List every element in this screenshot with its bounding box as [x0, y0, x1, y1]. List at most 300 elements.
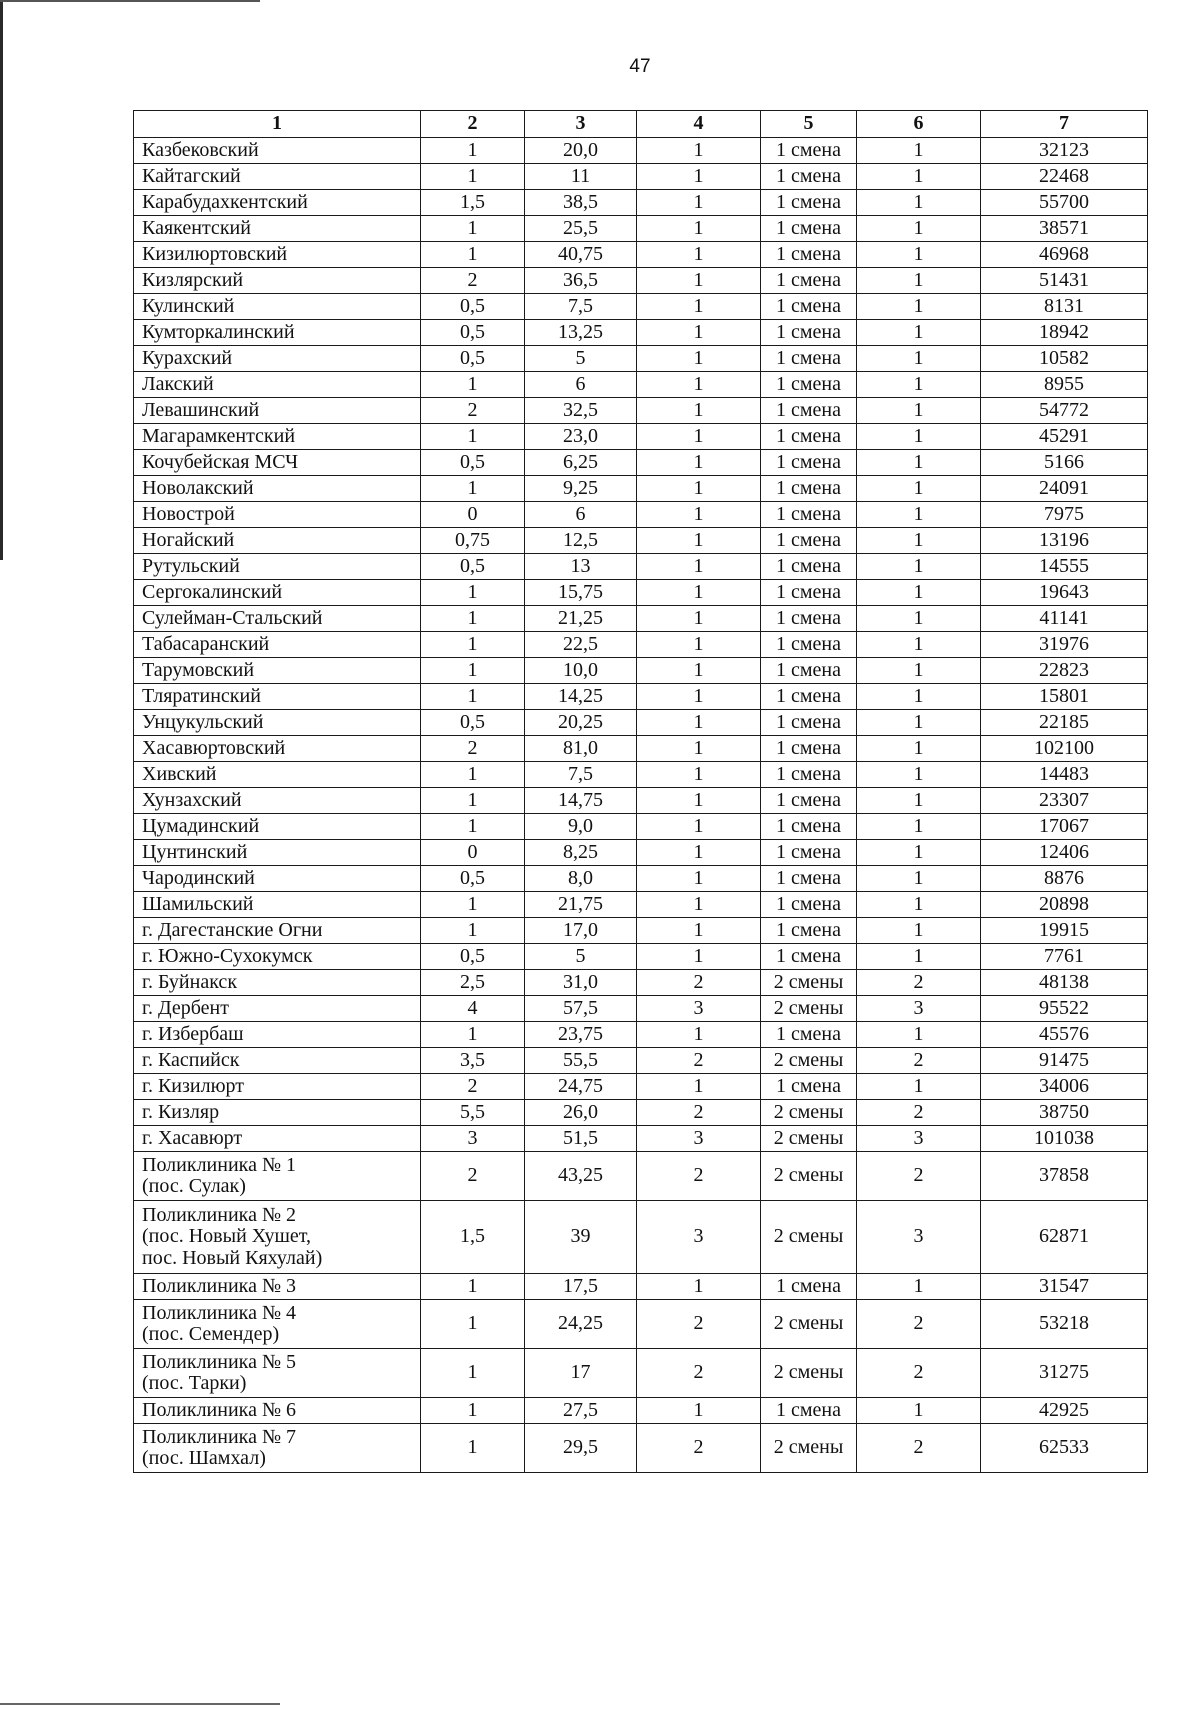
table-cell: 13196: [981, 528, 1148, 554]
row-label-cell: Кулинский: [134, 294, 421, 320]
table-cell: 11: [525, 164, 637, 190]
table-cell: 1: [421, 684, 525, 710]
table-cell: 1: [637, 580, 761, 606]
table-row: [134, 476, 1148, 502]
table-cell: 2: [857, 970, 981, 996]
table-cell: 2: [421, 736, 525, 762]
row-label-cell: Новолакский: [134, 476, 421, 502]
table-cell: 1: [637, 892, 761, 918]
table-cell: 2: [857, 1349, 981, 1398]
table-cell: 57,5: [525, 996, 637, 1022]
table-cell: 8955: [981, 372, 1148, 398]
table-cell: 15801: [981, 684, 1148, 710]
table-cell: 1: [857, 788, 981, 814]
table-cell: 31547: [981, 1274, 1148, 1300]
table-cell: 1: [421, 372, 525, 398]
table-cell: 1: [637, 164, 761, 190]
row-label-cell: Новострой: [134, 502, 421, 528]
row-label-cell: г. Избербаш: [134, 1022, 421, 1048]
table-cell: 1: [857, 1398, 981, 1424]
table-cell: 2 смены: [761, 1300, 857, 1349]
table-cell: 1: [857, 684, 981, 710]
table-cell: 1: [857, 424, 981, 450]
table-cell: 2: [637, 1349, 761, 1398]
table-cell: 17: [525, 1349, 637, 1398]
table-cell: 2: [421, 268, 525, 294]
table-cell: 1: [421, 424, 525, 450]
table-cell: 1: [637, 736, 761, 762]
column-header: 4: [637, 111, 761, 138]
table-cell: 1 смена: [761, 372, 857, 398]
table-cell: 23307: [981, 788, 1148, 814]
data-table: [133, 110, 1148, 1473]
table-row: [134, 268, 1148, 294]
table-cell: 54772: [981, 398, 1148, 424]
table-cell: 53218: [981, 1300, 1148, 1349]
table-cell: 1 смена: [761, 892, 857, 918]
table-cell: 10,0: [525, 658, 637, 684]
table-cell: 5,5: [421, 1100, 525, 1126]
table-cell: 14,25: [525, 684, 637, 710]
table-cell: 1: [421, 1424, 525, 1473]
table-cell: 1: [637, 840, 761, 866]
table-cell: 2 смены: [761, 1201, 857, 1274]
table-cell: 0: [421, 840, 525, 866]
table-cell: 62533: [981, 1424, 1148, 1473]
row-label-cell: Ногайский: [134, 528, 421, 554]
table-cell: 2,5: [421, 970, 525, 996]
table-cell: 2: [637, 1100, 761, 1126]
table-cell: 1: [857, 528, 981, 554]
table-row: [134, 1048, 1148, 1074]
table-cell: 40,75: [525, 242, 637, 268]
table-cell: 1 смена: [761, 632, 857, 658]
table-row: [134, 528, 1148, 554]
table-cell: 7,5: [525, 762, 637, 788]
table-row: [134, 944, 1148, 970]
table-cell: 2: [421, 1152, 525, 1201]
table-row: [134, 606, 1148, 632]
table-cell: 1 смена: [761, 554, 857, 580]
table-cell: 19643: [981, 580, 1148, 606]
row-label-cell: Шамильский: [134, 892, 421, 918]
table-cell: 9,25: [525, 476, 637, 502]
row-label-cell: г. Каспийск: [134, 1048, 421, 1074]
table-row: [134, 996, 1148, 1022]
table-cell: 1: [857, 918, 981, 944]
table-cell: 23,75: [525, 1022, 637, 1048]
table-cell: 8131: [981, 294, 1148, 320]
table-cell: 1: [857, 398, 981, 424]
table-cell: 43,25: [525, 1152, 637, 1201]
table-cell: 1: [637, 190, 761, 216]
table-cell: 1,5: [421, 1201, 525, 1274]
table-cell: 4: [421, 996, 525, 1022]
table-cell: 1 смена: [761, 1022, 857, 1048]
table-cell: 5: [525, 944, 637, 970]
table-cell: 2: [857, 1048, 981, 1074]
table-cell: 2 смены: [761, 1424, 857, 1473]
table-cell: 81,0: [525, 736, 637, 762]
table-cell: 1: [637, 320, 761, 346]
table-cell: 1 смена: [761, 268, 857, 294]
table-cell: 10582: [981, 346, 1148, 372]
table-cell: 1: [637, 710, 761, 736]
row-label-cell: г. Хасавюрт: [134, 1126, 421, 1152]
table-cell: 1: [857, 944, 981, 970]
table-cell: 6: [525, 372, 637, 398]
table-cell: 1: [421, 138, 525, 164]
table-cell: 1: [421, 164, 525, 190]
table-row: [134, 1022, 1148, 1048]
table-cell: 0,5: [421, 346, 525, 372]
table-cell: 14,75: [525, 788, 637, 814]
table-row: [134, 762, 1148, 788]
row-label-cell: Сулейман-Стальский: [134, 606, 421, 632]
table-cell: 17,0: [525, 918, 637, 944]
row-label-cell: Поликлиника № 5 (пос. Тарки): [134, 1349, 421, 1398]
table-cell: 2 смены: [761, 1048, 857, 1074]
table-cell: 1: [637, 528, 761, 554]
table-cell: 1 смена: [761, 762, 857, 788]
table-cell: 1: [857, 1074, 981, 1100]
table-cell: 25,5: [525, 216, 637, 242]
table-cell: 1: [637, 1022, 761, 1048]
table-cell: 1: [857, 840, 981, 866]
table-cell: 2: [637, 970, 761, 996]
table-cell: 1: [421, 788, 525, 814]
table-row: [134, 1398, 1148, 1424]
table-cell: 1: [637, 216, 761, 242]
table-cell: 1 смена: [761, 1398, 857, 1424]
table-cell: 24,25: [525, 1300, 637, 1349]
table-cell: 2: [857, 1152, 981, 1201]
table-cell: 1: [857, 736, 981, 762]
table-cell: 1: [421, 476, 525, 502]
table-cell: 1: [637, 944, 761, 970]
table-row: [134, 1126, 1148, 1152]
table-cell: 1: [857, 372, 981, 398]
table-cell: 3: [637, 1126, 761, 1152]
table-cell: 62871: [981, 1201, 1148, 1274]
row-label-cell: Унцукульский: [134, 710, 421, 736]
table-row: [134, 424, 1148, 450]
row-label-cell: Табасаранский: [134, 632, 421, 658]
table-cell: 7975: [981, 502, 1148, 528]
table-row: [134, 684, 1148, 710]
table-header-row: [134, 111, 1148, 138]
table-row: [134, 242, 1148, 268]
table-cell: 32123: [981, 138, 1148, 164]
table-cell: 1: [637, 606, 761, 632]
row-label-cell: Левашинский: [134, 398, 421, 424]
table-cell: 20898: [981, 892, 1148, 918]
table-cell: 1: [857, 658, 981, 684]
table-cell: 1: [857, 346, 981, 372]
table-row: [134, 658, 1148, 684]
table-cell: 1 смена: [761, 320, 857, 346]
table-cell: 1: [857, 866, 981, 892]
table-cell: 0,5: [421, 450, 525, 476]
table-cell: 39: [525, 1201, 637, 1274]
row-label-cell: Поликлиника № 4 (пос. Семендер): [134, 1300, 421, 1349]
column-header: 2: [421, 111, 525, 138]
table-cell: 15,75: [525, 580, 637, 606]
row-label-cell: Кумторкалинский: [134, 320, 421, 346]
table-cell: 1: [637, 476, 761, 502]
table-cell: 1: [421, 892, 525, 918]
table-cell: 2 смены: [761, 1349, 857, 1398]
table-cell: 1: [857, 476, 981, 502]
table-cell: 20,0: [525, 138, 637, 164]
table-cell: 7761: [981, 944, 1148, 970]
row-label-cell: г. Дербент: [134, 996, 421, 1022]
table-cell: 31976: [981, 632, 1148, 658]
table-cell: 1 смена: [761, 398, 857, 424]
table-cell: 1: [857, 580, 981, 606]
row-label-cell: Карабудахкентский: [134, 190, 421, 216]
table-cell: 1: [637, 814, 761, 840]
table-cell: 26,0: [525, 1100, 637, 1126]
table-cell: 1: [637, 502, 761, 528]
table-cell: 1: [421, 1398, 525, 1424]
table-cell: 1: [857, 606, 981, 632]
table-cell: 22468: [981, 164, 1148, 190]
row-label-cell: Курахский: [134, 346, 421, 372]
table-cell: 3: [637, 996, 761, 1022]
table-cell: 48138: [981, 970, 1148, 996]
table-cell: 1: [857, 502, 981, 528]
table-cell: 1 смена: [761, 1274, 857, 1300]
table-row: [134, 1100, 1148, 1126]
table-cell: 1: [421, 814, 525, 840]
table-cell: 0,5: [421, 710, 525, 736]
table-cell: 38750: [981, 1100, 1148, 1126]
row-label-cell: Хасавюртовский: [134, 736, 421, 762]
table-cell: 27,5: [525, 1398, 637, 1424]
table-cell: 55700: [981, 190, 1148, 216]
row-label-cell: Цумадинский: [134, 814, 421, 840]
table-row: [134, 970, 1148, 996]
table-cell: 1: [421, 1022, 525, 1048]
table-cell: 37858: [981, 1152, 1148, 1201]
table-cell: 0,5: [421, 320, 525, 346]
table-cell: 22185: [981, 710, 1148, 736]
row-label-cell: Поликлиника № 6: [134, 1398, 421, 1424]
table-row: [134, 450, 1148, 476]
row-label-cell: Хивский: [134, 762, 421, 788]
row-label-cell: Поликлиника № 7 (пос. Шамхал): [134, 1424, 421, 1473]
table-cell: 36,5: [525, 268, 637, 294]
row-label-cell: г. Буйнакск: [134, 970, 421, 996]
table-cell: 6: [525, 502, 637, 528]
row-label-cell: Лакский: [134, 372, 421, 398]
table-cell: 1 смена: [761, 502, 857, 528]
table-cell: 6,25: [525, 450, 637, 476]
row-label-cell: Кизилюртовский: [134, 242, 421, 268]
table-cell: 1: [637, 1398, 761, 1424]
table-cell: 1: [857, 190, 981, 216]
table-row: [134, 632, 1148, 658]
table-cell: 1 смена: [761, 216, 857, 242]
table-cell: 1: [637, 372, 761, 398]
row-label-cell: Магарамкентский: [134, 424, 421, 450]
table-cell: 1 смена: [761, 450, 857, 476]
table-cell: 1: [421, 606, 525, 632]
table-row: [134, 190, 1148, 216]
table-row: [134, 788, 1148, 814]
table-cell: 1: [857, 1274, 981, 1300]
table-row: [134, 216, 1148, 242]
row-label-cell: Казбековский: [134, 138, 421, 164]
table-cell: 1: [637, 1074, 761, 1100]
column-header: 1: [134, 111, 421, 138]
table-row: [134, 736, 1148, 762]
table-cell: 1: [857, 632, 981, 658]
column-header: 5: [761, 111, 857, 138]
table-cell: 2: [637, 1152, 761, 1201]
table-cell: 1 смена: [761, 918, 857, 944]
table-cell: 42925: [981, 1398, 1148, 1424]
table-cell: 2: [637, 1424, 761, 1473]
table-cell: 101038: [981, 1126, 1148, 1152]
table-cell: 1: [421, 658, 525, 684]
table-cell: 0,75: [421, 528, 525, 554]
table-cell: 8876: [981, 866, 1148, 892]
table-row: [134, 866, 1148, 892]
table-cell: 1: [857, 138, 981, 164]
row-label-cell: Цунтинский: [134, 840, 421, 866]
table-cell: 1 смена: [761, 242, 857, 268]
table-cell: 1: [857, 320, 981, 346]
table-cell: 1: [857, 268, 981, 294]
scan-edge-top: [0, 0, 260, 2]
row-label-cell: Поликлиника № 2 (пос. Новый Хушет, пос. Новый Кяхулай): [134, 1201, 421, 1274]
table-cell: 1: [857, 294, 981, 320]
table-cell: 1: [857, 216, 981, 242]
table-row: [134, 294, 1148, 320]
table-cell: 5: [525, 346, 637, 372]
table-cell: 1 смена: [761, 866, 857, 892]
table-cell: 2 смены: [761, 1126, 857, 1152]
row-label-cell: Тарумовский: [134, 658, 421, 684]
table-cell: 2: [421, 1074, 525, 1100]
table-cell: 22823: [981, 658, 1148, 684]
table-cell: 1: [421, 242, 525, 268]
table-cell: 20,25: [525, 710, 637, 736]
table-cell: 8,25: [525, 840, 637, 866]
table-cell: 1: [637, 268, 761, 294]
table-cell: 1: [857, 762, 981, 788]
row-label-cell: Сергокалинский: [134, 580, 421, 606]
table-row: [134, 1349, 1148, 1398]
table-cell: 91475: [981, 1048, 1148, 1074]
table-cell: 1 смена: [761, 190, 857, 216]
table-cell: 1: [421, 918, 525, 944]
table-cell: 0,5: [421, 554, 525, 580]
column-header: 7: [981, 111, 1148, 138]
table-cell: 0: [421, 502, 525, 528]
table-row: [134, 320, 1148, 346]
table-cell: 2 смены: [761, 970, 857, 996]
table-cell: 1 смена: [761, 1074, 857, 1100]
table-cell: 5166: [981, 450, 1148, 476]
table-row: [134, 372, 1148, 398]
row-label-cell: Поликлиника № 3: [134, 1274, 421, 1300]
table-cell: 1: [637, 424, 761, 450]
table-row: [134, 1074, 1148, 1100]
table-cell: 1: [637, 762, 761, 788]
table-cell: 1: [421, 1300, 525, 1349]
table-cell: 1: [637, 398, 761, 424]
table-cell: 1: [637, 346, 761, 372]
table-row: [134, 892, 1148, 918]
page-number: 47: [629, 56, 651, 77]
table-cell: 1 смена: [761, 658, 857, 684]
table-cell: 95522: [981, 996, 1148, 1022]
table-cell: 1 смена: [761, 424, 857, 450]
table-cell: 1 смена: [761, 476, 857, 502]
table-cell: 38,5: [525, 190, 637, 216]
table-cell: 1: [637, 450, 761, 476]
table-row: [134, 1274, 1148, 1300]
table-cell: 1 смена: [761, 138, 857, 164]
table-row: [134, 164, 1148, 190]
table-cell: 14483: [981, 762, 1148, 788]
table-cell: 2: [857, 1300, 981, 1349]
table-cell: 2: [637, 1048, 761, 1074]
table-cell: 3,5: [421, 1048, 525, 1074]
table-cell: 1: [637, 658, 761, 684]
table-cell: 12,5: [525, 528, 637, 554]
table-cell: 51,5: [525, 1126, 637, 1152]
row-label-cell: Каякентский: [134, 216, 421, 242]
table-cell: 7,5: [525, 294, 637, 320]
table-cell: 1 смена: [761, 346, 857, 372]
scan-edge-bottom: [0, 1703, 280, 1705]
row-label-cell: г. Кизилюрт: [134, 1074, 421, 1100]
table-cell: 1: [857, 242, 981, 268]
table-cell: 17067: [981, 814, 1148, 840]
table-row: [134, 138, 1148, 164]
table-cell: 1 смена: [761, 944, 857, 970]
table-cell: 55,5: [525, 1048, 637, 1074]
table-cell: 1 смена: [761, 164, 857, 190]
table-cell: 1: [421, 216, 525, 242]
table-cell: 1 смена: [761, 294, 857, 320]
table-cell: 13,25: [525, 320, 637, 346]
table-cell: 1: [421, 1274, 525, 1300]
table-cell: 38571: [981, 216, 1148, 242]
row-label-cell: г. Дагестанские Огни: [134, 918, 421, 944]
table-row: [134, 710, 1148, 736]
table-cell: 1: [637, 632, 761, 658]
table-cell: 24,75: [525, 1074, 637, 1100]
table-row: [134, 1300, 1148, 1349]
table-cell: 102100: [981, 736, 1148, 762]
table-cell: 12406: [981, 840, 1148, 866]
table-cell: 1,5: [421, 190, 525, 216]
table-cell: 1: [857, 164, 981, 190]
table-cell: 0,5: [421, 944, 525, 970]
table-cell: 3: [857, 1201, 981, 1274]
table-cell: 21,75: [525, 892, 637, 918]
table-cell: 1 смена: [761, 606, 857, 632]
table-cell: 1: [857, 892, 981, 918]
row-label-cell: Поликлиника № 1 (пос. Сулак): [134, 1152, 421, 1201]
table-row: [134, 398, 1148, 424]
table-cell: 9,0: [525, 814, 637, 840]
